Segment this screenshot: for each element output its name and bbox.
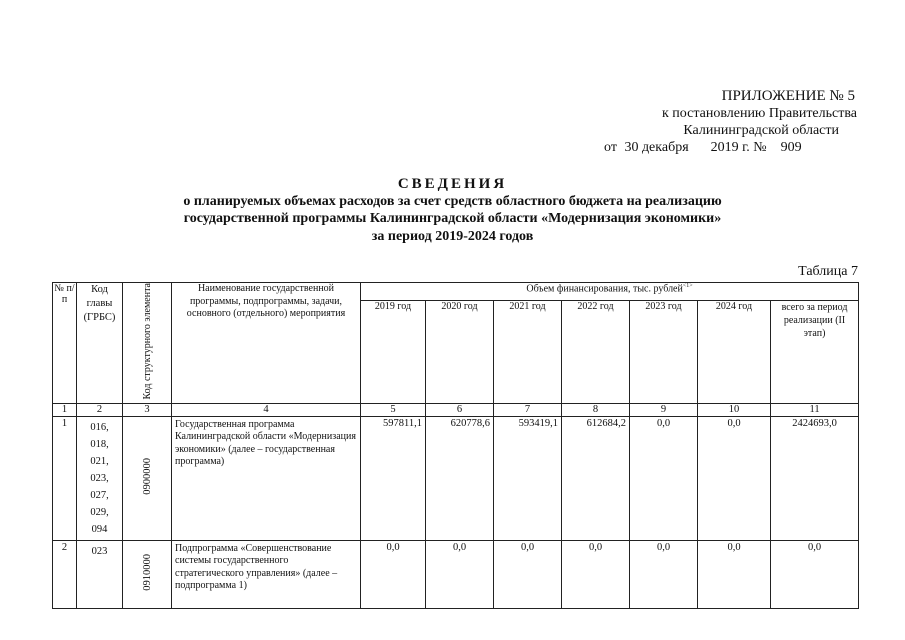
grbs-code: 021, [90,455,109,467]
table-row [53,416,859,540]
row-name: Государственная программа Калининградской области «Модернизация экономики» (далее – государственная программа) [172,416,361,540]
date-year: 2019 г. № [710,140,767,155]
grbs-code: 029, [90,506,109,518]
document-title: СВЕДЕНИЯ [397,176,508,192]
row-value: 0,0 [426,540,494,608]
date-prefix: от [604,140,617,155]
header-code-struct [123,283,172,404]
column-number: 9 [630,403,698,416]
column-number: 4 [172,403,361,416]
table-label: Таблица 7 [798,264,858,279]
grbs-code: 018, [90,438,109,450]
appendix-line: Калининградской области [683,123,839,138]
row-value: 0,0 [361,540,426,608]
column-number: 5 [361,403,426,416]
row-name: Подпрограмма «Совершенствование системы государственного стратегического управления» (далее – подпрограмма 1) [172,540,361,608]
footnote-ref: <1> [682,283,693,289]
column-number: 11 [771,403,859,416]
header-funding-label: Объем финансирования, тыс. рублей [526,283,683,295]
header-year: 2023 год [630,300,698,403]
row-value: 0,0 [494,540,562,608]
column-number: 7 [494,403,562,416]
header-year: 2021 год [494,300,562,403]
decree-number: 909 [780,140,802,155]
header-year: 2019 год [361,300,426,403]
column-number: 3 [123,403,172,416]
appendix-date-line [604,140,802,156]
header-year: 2020 год [426,300,494,403]
header-funding-group [361,283,859,301]
grbs-code: 027, [90,489,109,501]
row-value: 0,0 [630,416,698,540]
header-num: № п/п [53,283,77,404]
funding-table [52,282,859,609]
row-num: 2 [53,540,77,608]
header-name: Наименование государственной программы, подпрограммы, задачи, основного (отдельного) мероприятия [172,283,361,404]
table-row [53,540,859,608]
column-number: 6 [426,403,494,416]
date-day-month: 30 декабря [624,140,689,155]
row-value: 0,0 [698,540,771,608]
row-codes [77,416,123,540]
header-year: 2022 год [562,300,630,403]
row-struct-code [123,540,172,608]
struct-code-label: 0910000 [141,554,153,591]
row-value: 0,0 [562,540,630,608]
column-number: 1 [53,403,77,416]
grbs-code: 094 [91,523,108,535]
struct-code-label: 0900000 [141,458,153,495]
row-value: 0,0 [698,416,771,540]
column-number: 10 [698,403,771,416]
grbs-code: 023, [90,472,109,484]
document-subtitle-line: за период 2019-2024 годов [371,229,534,244]
header-code-struct-label: Код структурного элемента [141,283,153,400]
row-value: 612684,2 [562,416,630,540]
row-codes [77,540,123,608]
document-subtitle-line: государственной программы Калининградской области «Модернизация экономики» [183,211,722,226]
row-value: 0,0 [630,540,698,608]
row-value: 620778,6 [426,416,494,540]
grbs-code: 016, [90,421,109,433]
header-year: 2024 год [698,300,771,403]
document-subtitle-line: о планируемых объемах расходов за счет средств областного бюджета на реализацию [183,194,722,209]
row-total: 2424693,0 [771,416,859,540]
grbs-code: 023 [91,545,108,557]
column-number: 8 [562,403,630,416]
appendix-line: к постановлению Правительства [661,106,857,121]
header-code-head: Код главы (ГРБС) [77,283,123,404]
row-num: 1 [53,416,77,540]
appendix-title: ПРИЛОЖЕНИЕ № 5 [721,88,855,104]
row-value: 593419,1 [494,416,562,540]
row-struct-code [123,416,172,540]
header-total: всего за период реализации (II этап) [771,300,859,403]
row-value: 597811,1 [361,416,426,540]
column-number: 2 [77,403,123,416]
row-total: 0,0 [771,540,859,608]
